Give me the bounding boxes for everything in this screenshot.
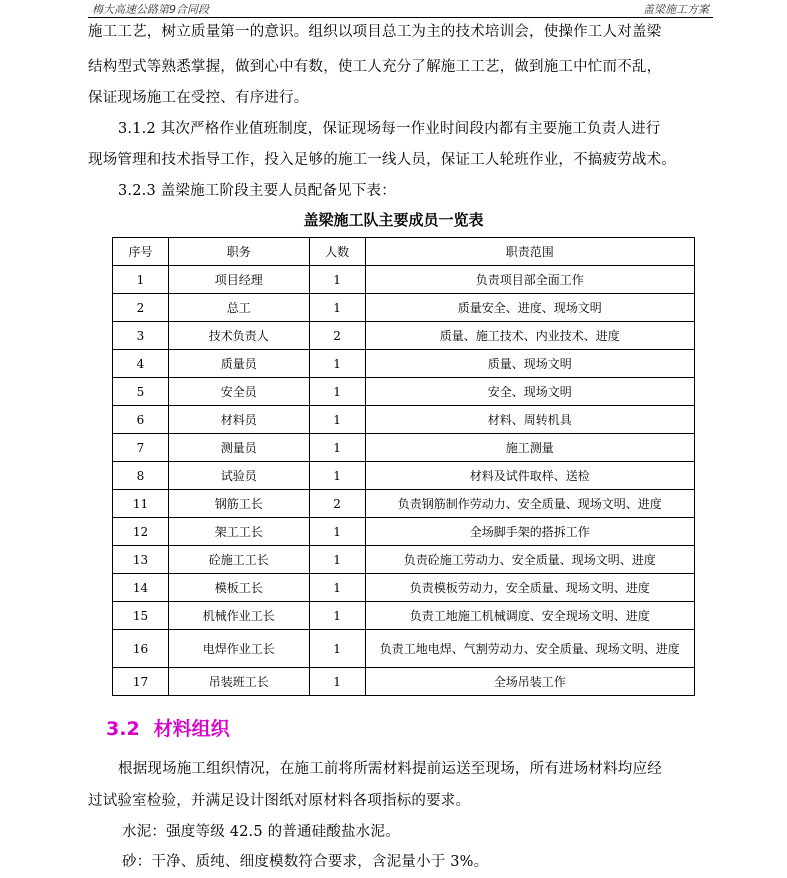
paragraph-line: 保证现场施工在受控、有序进行。 [88,90,309,106]
page-header [88,0,713,18]
cell-index: 3 [113,322,169,350]
cell-count: 1 [309,378,365,406]
cell-index: 8 [113,462,169,490]
header-project-name: 梅大高速公路第9合同段 [92,3,209,16]
cell-index: 11 [113,490,169,518]
cell-duties: 负责模板劳动力，安全质量、现场文明、进度 [365,574,694,602]
paragraph-line: 3.1.2 其次严格作业值班制度，保证现场每一作业时间段内都有主要施工负责人进行 [118,121,661,137]
cell-duties: 负责砼施工劳动力、安全质量、现场文明、进度 [365,546,694,574]
header-cell-index: 序号 [113,238,169,266]
cement-spec: 水泥：强度等级 42.5 的普通硅酸盐水泥。 [122,824,400,840]
table-row [113,518,695,546]
table-row [113,462,695,490]
table-row [113,266,695,294]
cell-duties: 质量、现场文明 [365,350,694,378]
cell-index: 12 [113,518,169,546]
cell-duties: 材料及试件取样、送检 [365,462,694,490]
cell-count: 1 [309,630,365,668]
cell-position: 架工工长 [168,518,309,546]
cell-position: 模板工长 [168,574,309,602]
cell-duties: 负责项目部全面工作 [365,266,694,294]
cell-position: 试验员 [168,462,309,490]
table-row [113,546,695,574]
table-row [113,602,695,630]
paragraph-line: 结构型式等熟悉掌握，做到心中有数，使工人充分了解施工工艺，做到施工中忙而不乱， [88,59,662,75]
cell-count: 1 [309,434,365,462]
header-document-title: 盖梁施工方案 [643,3,709,16]
table-row [113,574,695,602]
cell-count: 1 [309,602,365,630]
cell-position: 砼施工工长 [168,546,309,574]
cell-duties: 全场吊装工作 [365,668,694,696]
cell-count: 1 [309,546,365,574]
cell-position: 材料员 [168,406,309,434]
cell-count: 1 [309,574,365,602]
section-title: 材料组织 [153,718,230,740]
header-cell-duties: 职责范围 [365,238,694,266]
section-number: 3.2 [106,718,140,740]
cell-count: 1 [309,668,365,696]
table-row [113,378,695,406]
cell-duties: 安全、现场文明 [365,378,694,406]
paragraph-line: 3.2.3 盖梁施工阶段主要人员配备见下表： [118,183,396,199]
cell-position: 总工 [168,294,309,322]
table-row [113,434,695,462]
cell-index: 5 [113,378,169,406]
staff-table [112,237,695,696]
table-header-row [113,238,695,266]
section-heading [106,714,230,741]
cell-position: 安全员 [168,378,309,406]
table-row [113,668,695,696]
cell-duties: 质量、施工技术、内业技术、进度 [365,322,694,350]
cell-index: 2 [113,294,169,322]
cell-index: 17 [113,668,169,696]
cell-index: 4 [113,350,169,378]
cell-position: 技术负责人 [168,322,309,350]
cell-index: 6 [113,406,169,434]
cell-count: 1 [309,406,365,434]
cell-duties: 负责工地电焊、气割劳动力、安全质量、现场文明、进度 [365,630,694,668]
table-row [113,630,695,668]
cell-count: 1 [309,294,365,322]
cell-position: 钢筋工长 [168,490,309,518]
table-row [113,322,695,350]
cell-count: 2 [309,322,365,350]
cell-index: 15 [113,602,169,630]
cell-index: 7 [113,434,169,462]
cell-count: 2 [309,490,365,518]
cell-index: 14 [113,574,169,602]
cell-index: 13 [113,546,169,574]
cell-position: 机械作业工长 [168,602,309,630]
cell-count: 1 [309,518,365,546]
table-title: 盖梁施工队主要成员一览表 [303,211,484,229]
header-cell-count: 人数 [309,238,365,266]
paragraph-line: 根据现场施工组织情况，在施工前将所需材料提前运送至现场，所有进场材料均应经 [118,761,662,777]
cell-duties: 负责钢筋制作劳动力、安全质量、现场文明、进度 [365,490,694,518]
cell-duties: 负责工地施工机械调度、安全现场文明、进度 [365,602,694,630]
cell-duties: 施工测量 [365,434,694,462]
sand-spec: 砂：干净、质纯、细度模数符合要求，含泥量小于 3%。 [122,854,489,870]
cell-count: 1 [309,350,365,378]
cell-position: 测量员 [168,434,309,462]
cell-index: 16 [113,630,169,668]
cell-duties: 质量安全、进度、现场文明 [365,294,694,322]
cell-duties: 材料、周转机具 [365,406,694,434]
paragraph-line: 施工工艺，树立质量第一的意识。组织以项目总工为主的技术培训会，使操作工人对盖梁 [88,24,662,40]
table-row [113,294,695,322]
cell-position: 吊装班工长 [168,668,309,696]
header-cell-position: 职务 [168,238,309,266]
paragraph-line: 过试验室检验，并满足设计图纸对原材料各项指标的要求。 [88,793,471,809]
cell-position: 质量员 [168,350,309,378]
cell-position: 项目经理 [168,266,309,294]
cell-position: 电焊作业工长 [168,630,309,668]
cell-duties: 全场脚手架的搭拆工作 [365,518,694,546]
cell-index: 1 [113,266,169,294]
table-row [113,406,695,434]
cell-count: 1 [309,266,365,294]
table-row [113,350,695,378]
table-row [113,490,695,518]
paragraph-line: 现场管理和技术指导工作，投入足够的施工一线人员，保证工人轮班作业，不搞疲劳战术。 [88,152,676,168]
cell-count: 1 [309,462,365,490]
